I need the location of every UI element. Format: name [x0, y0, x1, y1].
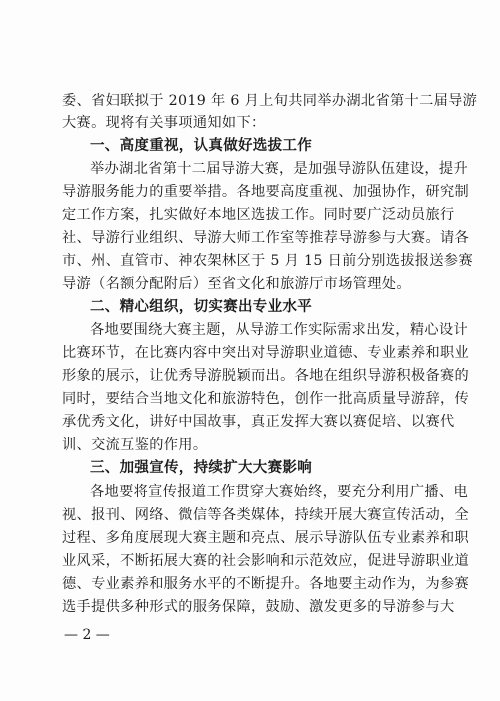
body-line: 比赛环节，在比赛内容中突出对导游职业道德、专业素养和职业: [62, 345, 470, 361]
body-line: 视、报刊、网络、微信等各类媒体，持续开展大赛宣传活动，全: [62, 507, 470, 523]
body-line: 各地要将宣传报道工作贯穿大赛始终，要充分利用广播、电: [90, 484, 468, 500]
section-heading-3: 三、加强宣传，持续扩大大赛影响: [90, 460, 312, 476]
body-line: 市、州、直管市、神农架林区于 5 月 15 日前分别选拔报送参赛: [62, 253, 474, 269]
section-heading-1: 一、高度重视，认真做好选拔工作: [90, 138, 312, 154]
body-line: 导游服务能力的重要举措。各地要高度重视、加强协作，研究制: [62, 184, 470, 200]
body-line: 各地要围绕大赛主题，从导游工作实际需求出发，精心设计: [90, 322, 468, 338]
body-line: 德、专业素养和服务水平的不断提升。各地要主动作为，为参赛: [62, 576, 470, 592]
body-line: 举办湖北省第十二届导游大赛，是加强导游队伍建设，提升: [90, 161, 468, 177]
body-line: 业风采，不断拓展大赛的社会影响和示范效应，促进导游职业道: [62, 553, 470, 569]
body-line: 导游（名额分配附后）至省文化和旅游厅市场管理处。: [62, 276, 411, 292]
body-line: 同时，要结合当地文化和旅游特色，创作一批高质量导游辞，传: [62, 391, 470, 407]
body-line: 社、导游行业组织、导游大师工作室等推荐导游参与大赛。请各: [62, 230, 470, 246]
body-line: 形象的展示，让优秀导游脱颖而出。各地在组织导游积极备赛的: [62, 368, 470, 384]
body-line: 训、交流互鉴的作用。: [62, 437, 208, 453]
body-line: 定工作方案，扎实做好本地区选拔工作。同时要广泛动员旅行: [62, 207, 455, 223]
page-number: — 2 —: [64, 627, 110, 643]
body-line: 承优秀文化，讲好中国故事，真正发挥大赛以赛促培、以赛代: [62, 414, 455, 430]
body-line: 过程、多角度展现大赛主题和亮点、展示导游队伍专业素养和职: [62, 530, 470, 546]
body-line: 委、省妇联拟于 2019 年 6 月上旬共同举办湖北省第十二届导游: [62, 93, 478, 109]
body-line: 选手提供多种形式的服务保障，鼓励、激发更多的导游参与大: [62, 599, 455, 615]
section-heading-2: 二、精心组织，切实赛出专业水平: [90, 299, 312, 315]
body-line: 大赛。现将有关事项通知如下：: [62, 115, 266, 131]
